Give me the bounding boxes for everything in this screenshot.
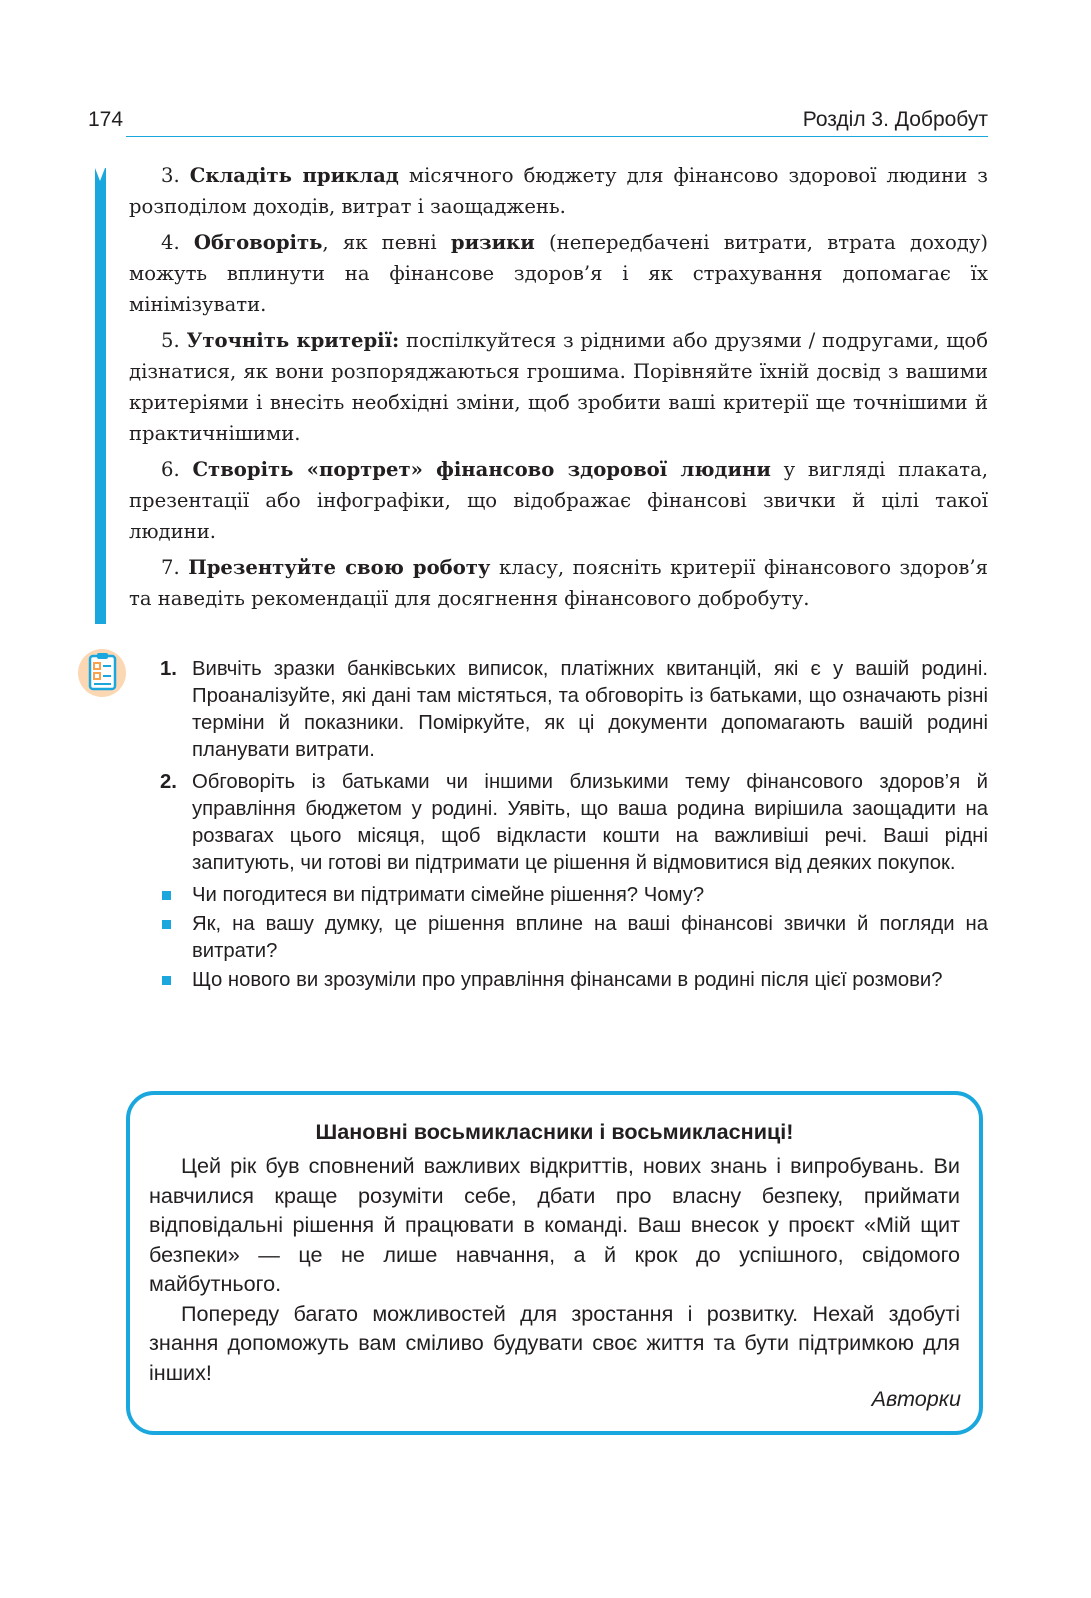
side-bar: [95, 168, 106, 624]
bullet-square-icon: [162, 976, 171, 985]
task-5: 5. Уточніть критерії: поспілкуйтеся з рідними або друзями / подругами, щоб дізнатися, як вони розпоряджаються грошима. Порівняйте їхній досвід з вашими критеріями і внесіть необхідні зміни, щоб зробити ваші критерії ще точнішими й практичнішими.: [129, 329, 989, 445]
bullet-text: Чи погодитеся ви підтримати сімейне рішення? Чому?: [192, 884, 705, 906]
bullet-item: [160, 882, 988, 909]
letter-body: [149, 1151, 960, 1387]
letter-paragraph-2: Попереду багато можливостей для зростання і розвитку. Нехай здобуті знання допоможуть вам сміливо будувати своє життя та бути підтримкою для інших!: [149, 1300, 960, 1385]
homework-icon: [76, 647, 128, 699]
task-7: 7. Презентуйте свою роботу класу, поясніть критерії фінансового здоров’я та наведіть рекомендації для досягнення фінансового добробуту.: [129, 556, 989, 610]
item-text: Обговоріть із батьками чи іншими близькими тему фінансового здоров’я й управління бюджетом у родині. Уявіть, що ваша родина вирішила заощадити на розвагах цього місяця, щоб відкласти кошти на важливіші речі. Ваші рідні запитують, чи готові ви підтримати це рішення й відмовитися від деяких покупок.: [192, 771, 988, 874]
project-tasks: [129, 160, 988, 619]
bullet-text: Як, на вашу думку, це рішення вплине на ваші фінансові звички й погляди на витрати?: [192, 913, 988, 962]
list-item: [160, 656, 988, 764]
section-title: Розділ 3. Добробут: [802, 108, 988, 131]
bullet-text: Що нового ви зрозуміли про управління фінансами в родині після цієї розмови?: [192, 969, 943, 991]
page-number: 174: [88, 108, 124, 131]
side-bar-marker-icon: [95, 168, 105, 181]
task-3: 3. Складіть приклад місячного бюджету для фінансово здорової людини з розподілом доходів, витрат і заощаджень.: [129, 164, 988, 218]
item-text: Вивчіть зразки банківських виписок, платіжних квитанцій, які є у вашій родині. Проаналізуйте, які дані там містяться, та обговоріть із батьками, що означають різні терміни й показники. Поміркуйте, як ці документи допомагають вашій родині планувати витрати.: [192, 658, 988, 761]
task-6: 6. Створіть «портрет» фінансово здорової людини у вигляді плаката, презентації або інфографіки, що відображає фінансові звички й цілі такої людини.: [129, 458, 989, 543]
header-rule: [126, 136, 988, 137]
bullet-square-icon: [162, 920, 171, 929]
bullet-item: [160, 967, 988, 994]
list-item: [160, 769, 988, 877]
bullet-square-icon: [162, 891, 171, 900]
letter-title: Шановні восьмикласники і восьмикласниці!: [315, 1119, 794, 1144]
bullet-item: [160, 911, 988, 965]
item-number: 2.: [160, 771, 177, 793]
letter-signature: Авторки: [871, 1386, 961, 1411]
homework-list: [160, 656, 988, 996]
task-4: 4. Обговоріть, як певні ризики (непередбачені витрати, втрата доходу) можуть вплинути на фінансове здоров’я і як страхування допомагає їх мінімізувати.: [129, 231, 988, 316]
letter-paragraph-1: Цей рік був сповнений важливих відкриттів, нових знань і випробувань. Ви навчилися краще розуміти себе, дбати про власну безпеку, приймати відповідальні рішення й працювати в команді. Ваш внесок у проєкт «Мій щит безпеки» — це не лише навчання, а й крок до успішного, свідомого майбутнього.: [149, 1153, 960, 1296]
item-number: 1.: [160, 658, 177, 680]
